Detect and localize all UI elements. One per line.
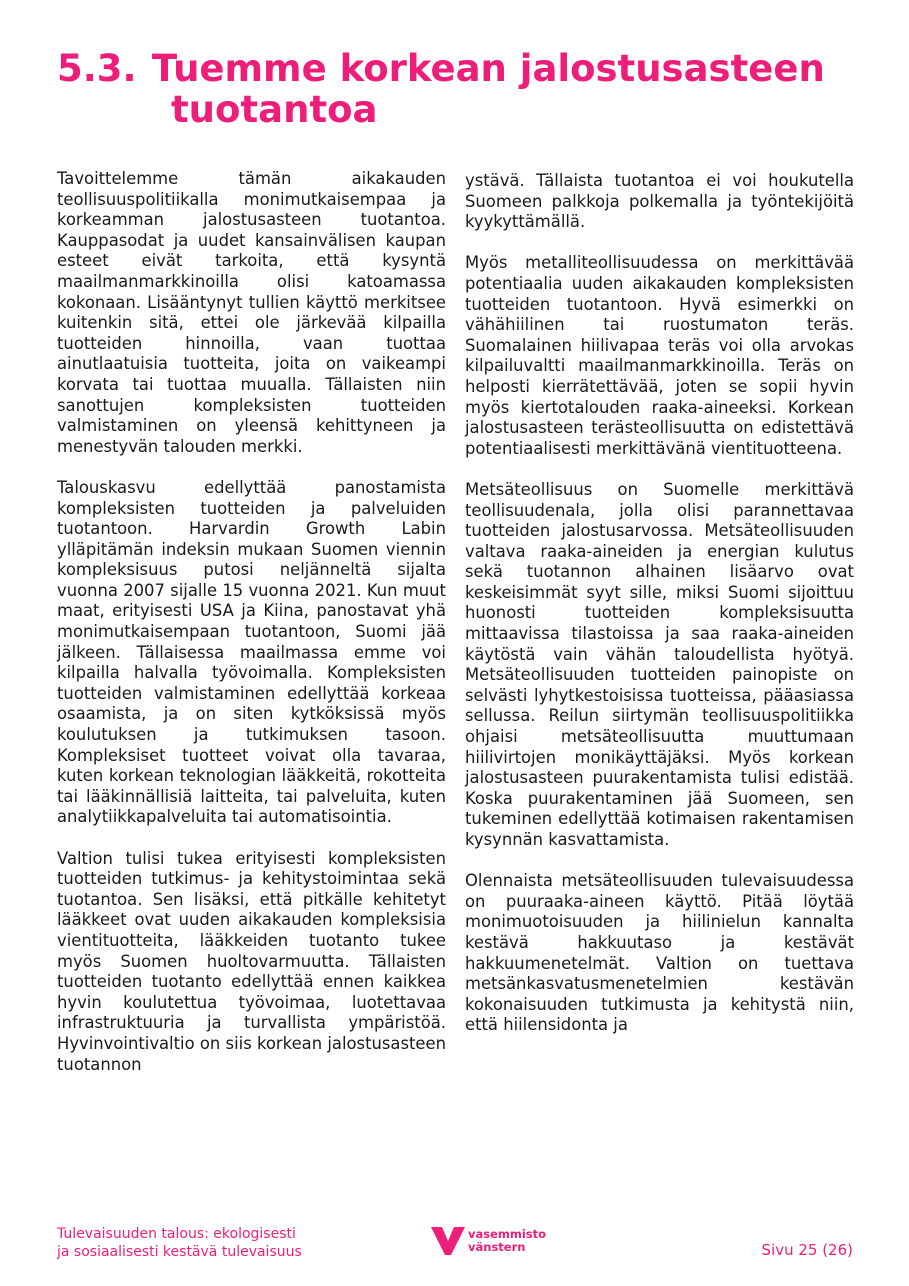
- footer-document-title: [57, 1225, 302, 1261]
- paragraph: Tavoittelemme tämän aikakauden teollisuuspolitiikalla monimutkaisempaa ja korkeamman jalostusasteen tuotantoa. Kauppasodat ja uudet kansainvälisen kaupan esteet eivät tarkoita, että kysyntä maailmanmarkkinoilla olisi katoamassa kokonaan. Lisääntynyt tullien käyttö merkitsee kuitenkin sitä, ettei ole järkevää kilpailla tuotteiden hinnoilla, vaan tuottaa ainutlaatuisia tuotteita, joita on vaikeampi korvata tai tuottaa muualla. Tällaisten niin sanottujen kompleksisten tuotteiden valmistaminen on yleensä kehittyneen ja menestyvän talouden merkki.: [57, 169, 446, 456]
- paragraph: Valtion tulisi tukea erityisesti kompleksisten tuotteiden tutkimus- ja kehitystoimintaa sekä tuotantoa. Sen lisäksi, että pitkälle kehitetyt lääkkeet ovat uuden aikakauden kompleksisia vientituotteita, lääkkeiden tuotanto tukee myös Suomen huoltovarmuutta. Tällaisten tuotteiden tuotanto edellyttää ennen kaikkea hyvin koulutettua työvoimaa, luotettavaa infrastruktuuria ja turvallista ympäristöä. Hyvinvointivaltio on siis korkean jalostusasteen tuotannon: [57, 848, 446, 1074]
- footer-title-line-2: ja sosiaalisesti kestävä tulevaisuus: [57, 1244, 302, 1260]
- left-column: [57, 169, 446, 1096]
- page-number: Sivu 25 (26): [761, 1241, 853, 1259]
- party-logo: [430, 1225, 546, 1257]
- v-logo-icon: [430, 1225, 466, 1257]
- heading-line-2: tuotantoa: [171, 88, 378, 131]
- right-column: [465, 171, 854, 1057]
- heading-line-1: Tuemme korkean jalostusasteen: [151, 47, 825, 90]
- paragraph: Metsäteollisuus on Suomelle merkittävä teollisuudenala, jolla olisi parannettavaa tuotteiden jalostusarvossa. Metsäteollisuuden valtava raaka-aineiden ja energian kulutus sekä tuotannon alhainen lisäarvo ovat keskeisimmät syyt sille, miksi Suomi sijoittuu huonosti tuotteiden kompleksisuutta mittaavissa tilastoissa ja saa raaka-aineiden käytöstä vain vähän taloudellista hyötyä. Metsäteollisuuden tuotteiden painopiste on selvästi lyhytkestoisissa tuotteissa, pääasiassa sellussa. Reilun siirtymän teollisuuspolitiikka ohjaisi metsäteollisuutta muuttumaan hiilivirtojen monikäyttäjäksi. Myös korkean jalostusasteen puurakentamista tulisi edistää. Koska puurakentaminen jää Suomeen, sen tukeminen edellyttää kotimaisen rakentamisen kysynnän kasvattamista.: [465, 479, 854, 849]
- paragraph: ystävä. Tällaista tuotantoa ei voi houkutella Suomeen palkkoja polkemalla ja työntekijöitä kyykyttämällä.: [465, 171, 854, 232]
- footer-title-line-1: Tulevaisuuden talous: ekologisesti: [57, 1226, 296, 1242]
- logo-text-line-1: vasemmisto: [468, 1227, 547, 1241]
- paragraph: Talouskasvu edellyttää panostamista kompleksisten tuotteiden ja palveluiden tuotantoon. Harvardin Growth Labin ylläpitämän indeksin mukaan Suomen viennin kompleksisuus putosi neljänneltä sijalta vuonna 2007 sijalle 15 vuonna 2021. Kun muut maat, erityisesti USA ja Kiina, panostavat yhä monimutkaisempaan tuotantoon, Suomi jää jälkeen. Tällaisessa maailmassa emme voi kilpailla halvalla työvoimalla. Kompleksisten tuotteiden valmistaminen edellyttää korkeaa osaamista, ja on siten kytköksissä myös koulutuksen ja tutkimuksen tasoon. Kompleksiset tuotteet voivat olla tavaraa, kuten korkean teknologian lääkkeitä, rokotteita tai lääkinnällisiä laitteita, tai palveluita, kuten analytiikkapalveluita tai automatisointia.: [57, 477, 446, 827]
- section-number: 5.3.: [57, 47, 137, 90]
- page-heading: [57, 48, 857, 130]
- logo-wordmark: [468, 1228, 546, 1254]
- logo-text-line-2: vänstern: [468, 1240, 526, 1254]
- paragraph: Olennaista metsäteollisuuden tulevaisuudessa on puuraaka-aineen käyttö. Pitää löytää monimuotoisuuden ja hiilinielun kannalta kestävä hakkuutaso ja kestävät hakkuumenetelmät. Valtion on tuettava metsänkasvatusmenetelmien kestävän kokonaisuuden tutkimusta ja kehitystä niin, että hiilensidonta ja: [465, 871, 854, 1035]
- paragraph: Myös metalliteollisuudessa on merkittävää potentiaalia uuden aikakauden kompleksisten tuotteiden tuotantoon. Hyvä esimerkki on vähähiilinen tai ruostumaton teräs. Suomalainen hiilivapaa teräs voi olla arvokas kilpailuvaltti maailmanmarkkinoilla. Teräs on helposti kierrätettävää, joten se sopii hyvin myös kiertotalouden raaka-aineeksi. Korkean jalostusasteen terästeollisuutta on edistettävä potentiaalisesti merkittävänä vientituotteena.: [465, 253, 854, 458]
